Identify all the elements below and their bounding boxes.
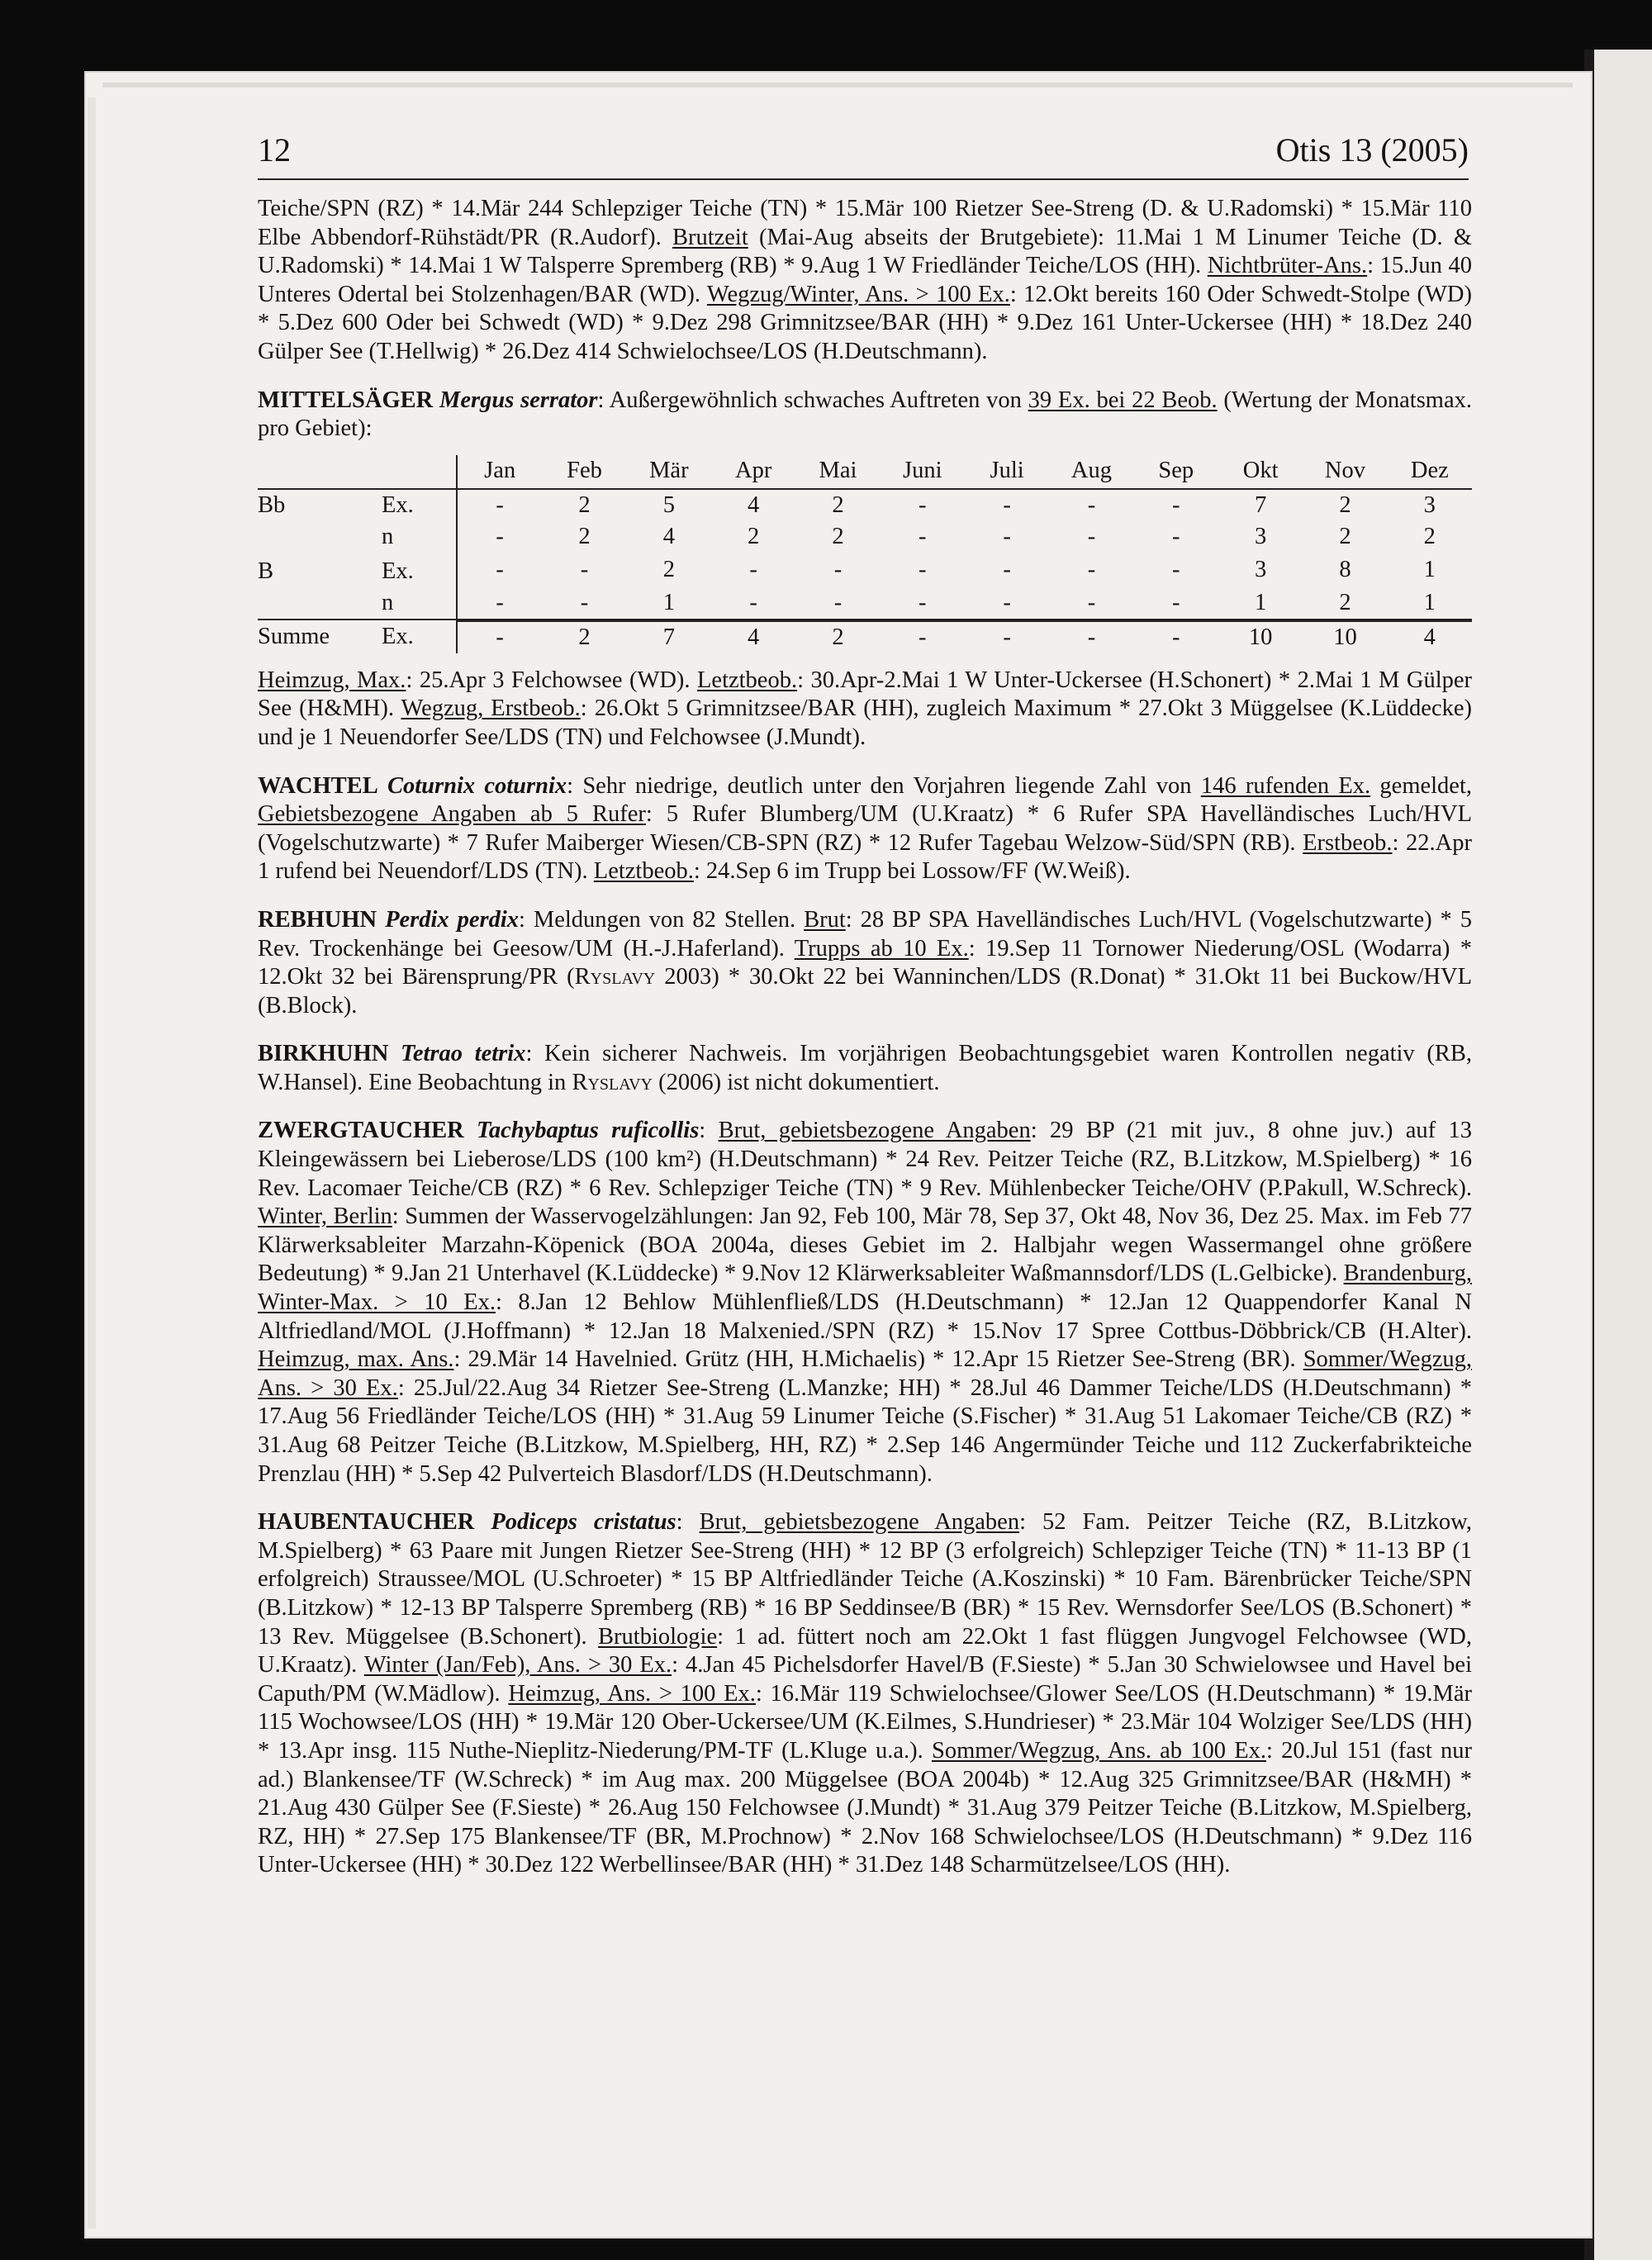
journal-title: Otis 13 (2005): [1275, 131, 1469, 169]
table-cell: -: [881, 621, 965, 653]
table-cell: 2: [1339, 491, 1351, 518]
table-cell: -: [1172, 556, 1180, 582]
table-cell: -: [1087, 556, 1096, 582]
month-header: Mär: [649, 457, 689, 483]
table-cell: -: [1003, 491, 1011, 518]
table-header-row: [258, 455, 1472, 489]
table-cell: 7: [627, 621, 711, 653]
table-cell: 3: [1254, 556, 1267, 582]
mittelsaeger-paragraph: MITTELSÄGER Mergus serrator: Außergewöhnlich schwaches Auftreten von 39 Ex. bei 22 Beob. (Wertung der Monatsmax. pro Gebiet):: [258, 387, 1472, 442]
table-cell: -: [458, 621, 542, 653]
table-cell: -: [1049, 621, 1133, 653]
month-header: Feb: [567, 457, 602, 483]
row-values: [457, 553, 1472, 587]
row-values: [457, 620, 1472, 653]
table-cell: 2: [832, 523, 844, 549]
table-cell: 4: [748, 491, 760, 518]
row-unit: Ex.: [382, 553, 457, 587]
month-header: Jan: [484, 457, 516, 483]
table-cell: 2: [832, 491, 844, 518]
table-cell: -: [1087, 589, 1096, 615]
page-number: 12: [258, 131, 291, 169]
month-headers: [457, 455, 1472, 489]
wachtel-paragraph: WACHTEL Coturnix coturnix: Sehr niedrige, deutlich unter den Vorjahren liegende Zahl von 146 rufenden Ex. gemeldet, Gebietsbezogene Angaben ab 5 Rufer: 5 Rufer Blumberg/UM (U.Kraatz) * 6 Rufer SPA Havelländisches Luch/HVL (Vogelschutzwarte) * 7 Rufer Maiberger Wiesen/CB-SPN (RZ) * 12 Rufer Tagebau Welzow-Süd/SPN (RB). Erstbeob.: 22.Apr 1 rufend bei Neuendorf/LDS (TN). Letztbeob.: 24.Sep 6 im Trupp bei Lossow/FF (W.Weiß).: [258, 772, 1472, 885]
table-cell: -: [580, 556, 589, 582]
month-header: Dez: [1410, 457, 1449, 483]
row-region: [258, 587, 382, 620]
table-cell: 2: [578, 491, 591, 518]
table-cell: 2: [542, 621, 626, 653]
month-header: Sep: [1158, 457, 1194, 483]
species-scientific-name: Mergus serrator: [439, 387, 598, 413]
table-row: [258, 553, 1472, 587]
month-header: Juni: [903, 457, 942, 483]
table-cell: 2: [748, 523, 760, 549]
table-cell: 2: [662, 556, 675, 582]
table-cell: 10: [1303, 621, 1387, 653]
table-cell: -: [1172, 589, 1180, 615]
zwergtaucher-paragraph: ZWERGTAUCHER Tachybaptus ruficollis: Brut, gebietsbezogene Angaben: 29 BP (21 mit juv., 8 ohne juv.) auf 13 Kleingewässern bei Lieberose/LDS (100 km²) (H.Deutschmann) * 24 Rev. Peitzer Teiche (RZ, B.Litzkow, M.Spielberg) * 16 Rev. Lacomaer Teiche/CB (RZ) * 6 Rev. Schlepziger Teiche (TN) * 9 Rev. Mühlenbecker Teiche/OHV (P.Pakull, W.Schreck). Winter, Berlin: Summen der Wasservogelzählungen: Jan 92, Feb 100, Mär 78, Sep 37, Okt 48, Nov 36, Dez 25. Max. im Feb 77 Klärwerksableiter Marzahn-Köpenick (BOA 2004a, dieses Gebiet im 2. Halbjahr wegen Wassermangel ohne größere Bedeutung) * 9.Jan 21 Unterhavel (K.Lüddecke) * 9.Nov 12 Klärwerksableiter Waßmannsdorf/LDS (L.Gelbicke). Brandenburg, Winter-Max. > 10 Ex.: 8.Jan 12 Behlow Mühlenfließ/LDS (H.Deutschmann) * 12.Jan 12 Quappendorfer Kanal N Altfriedland/MOL (J.Hoffmann) * 12.Jan 18 Malxenied./SPN (RZ) * 15.Nov 17 Spree Cottbus-Döbbrick/CB (H.Alter). Heimzug, max. Ans.: 29.Mär 14 Havelnied. Grütz (HH, H.Michaelis) * 12.Apr 15 Rietzer See-Streng (BR). Sommer/Wegzug, Ans. > 30 Ex.: 25.Jul/22.Aug 34 Rietzer See-Streng (L.Manzke; HH) * 28.Jul 46 Dammer Teiche/LDS (H.Deutschmann) * 17.Aug 56 Friedländer Teiche/LOS (HH) * 31.Aug 59 Linumer Teiche (S.Fischer) * 31.Aug 51 Lakomaer Teiche/CB (RZ) * 31.Aug 68 Peitzer Teiche (B.Litzkow, M.Spielberg, HH, RZ) * 2.Sep 146 Angermünder Teiche und 112 Zuckerfabrikteiche Prenzlau (HH) * 5.Sep 42 Pulverteich Blasdorf/LDS (H.Deutschmann).: [258, 1118, 1473, 1487]
table-cell: -: [1172, 523, 1180, 549]
table-cell: -: [965, 621, 1049, 653]
row-region: [258, 521, 382, 553]
table-cell: -: [1003, 556, 1011, 582]
running-header: [258, 126, 1469, 180]
table-cell: -: [1087, 491, 1096, 518]
month-header: Aug: [1070, 457, 1112, 483]
table-cell: 1: [1423, 589, 1436, 615]
table-cell: -: [496, 589, 504, 615]
table-cell: 3: [1254, 523, 1267, 549]
species-title: HAUBENTAUCHER: [258, 1509, 475, 1536]
species-title: BIRKHUHN: [258, 1041, 389, 1067]
row-region: Summe: [258, 620, 382, 653]
table-cell: 10: [1218, 621, 1303, 653]
table-row: [258, 587, 1472, 620]
table-row: [258, 620, 1472, 653]
month-header: Nov: [1324, 457, 1365, 483]
table-cell: -: [496, 523, 504, 549]
intro-paragraph: Teiche/SPN (RZ) * 14.Mär 244 Schlepziger Teiche (TN) * 15.Mär 100 Rietzer See-Streng (D. & U.Radomski) * 15.Mär 110 Elbe Abbendorf-Rühstädt/PR (R.Audorf). Brutzeit (Mai-Aug abseits der Brutgebiete): 11.Mai 1 M Linumer Teiche (D. & U.Radomski) * 14.Mai 1 W Talsperre Spremberg (RB) * 9.Aug 1 W Friedländer Teiche/LOS (HH). Nichtbrüter-Ans.: 15.Jun 40 Unteres Odertal bei Stolzenhagen/BAR (WD). Wegzug/Winter, Ans. > 100 Ex.: 12.Okt bereits 160 Oder Schwedt-Stolpe (WD) * 5.Dez 600 Oder bei Schwedt (WD) * 9.Dez 298 Grimnitzsee/BAR (HH) * 9.Dez 161 Unter-Uckersee (HH) * 18.Dez 240 Gülper See (T.Hellwig) * 26.Dez 414 Schwielochsee/LOS (H.Deutschmann).: [258, 196, 1473, 364]
table-cell: -: [1003, 589, 1011, 615]
species-scientific-name: Podiceps cristatus: [491, 1509, 676, 1536]
row-unit: n: [382, 521, 457, 553]
table-cell: -: [833, 589, 843, 615]
page-stack-edge: [88, 97, 96, 2229]
rebhuhn-paragraph: REBHUHN Perdix perdix: Meldungen von 82 Stellen. Brut: 28 BP SPA Havelländisches Luch/HVL (Vogelschutzwarte) * 5 Rev. Trockenhänge bei Geesow/UM (H.-J.Haferland). Trupps ab 10 Ex.: 19.Sep 11 Tornower Niederung/OSL (Wodarra) * 12.Okt 32 bei Bärensprung/PR (Ryslavy 2003) * 30.Okt 22 bei Wanninchen/LDS (R.Donat) * 31.Okt 11 bei Buckow/HVL (B.Block).: [258, 906, 1473, 1018]
table-cell: 4: [662, 523, 675, 549]
table-cell: 2: [795, 621, 880, 653]
table-cell: -: [749, 589, 757, 615]
table-cell: 7: [1254, 491, 1267, 518]
article-body: [258, 195, 1472, 1900]
table-cell: 2: [1339, 589, 1351, 615]
table-cell: -: [580, 589, 589, 615]
table-cell: 4: [1388, 621, 1472, 653]
species-scientific-name: Tachybaptus ruficollis: [477, 1118, 700, 1144]
species-scientific-name: Perdix perdix: [385, 906, 520, 933]
species-title: WACHTEL: [258, 772, 378, 799]
row-region: Bb: [258, 491, 286, 518]
table-cell: 4: [711, 621, 795, 653]
table-row: [258, 521, 1472, 553]
species-scientific-name: Coturnix coturnix: [387, 772, 567, 799]
mittelsaeger-details: Heimzug, Max.: 25.Apr 3 Felchowsee (WD). Letztbeob.: 30.Apr-2.Mai 1 W Unter-Uckersee (H.Schonert) * 2.Mai 1 M Gülper See (H&MH). Wegzug, Erstbeob.: 26.Okt 5 Grimnitzsee/BAR (HH), zugleich Maximum * 27.Okt 3 Müggelsee (K.Lüddecke) und je 1 Neuendorfer See/LDS (TN) und Felchowsee (J.Mundt).: [258, 667, 1473, 750]
table-cell: -: [919, 556, 927, 582]
table-cell: -: [919, 491, 927, 518]
table-cell: -: [919, 523, 927, 549]
row-values: [457, 489, 1472, 521]
row-values: [457, 521, 1472, 553]
table-cell: -: [496, 491, 504, 518]
species-title: REBHUHN: [258, 906, 377, 933]
table-cell: -: [496, 556, 504, 582]
table-cell: 3: [1423, 491, 1436, 518]
table-cell: 2: [1339, 523, 1351, 549]
species-title: ZWERGTAUCHER: [258, 1118, 464, 1144]
month-header: Okt: [1242, 457, 1279, 483]
table-cell: -: [1087, 523, 1096, 549]
table-row: [258, 489, 1472, 521]
row-unit: Ex.: [382, 489, 457, 521]
table-cell: 1: [1254, 589, 1267, 615]
table-cell: 1: [1423, 556, 1436, 582]
month-header: Mai: [819, 457, 857, 483]
row-values: [457, 587, 1472, 620]
species-title: MITTELSÄGER: [258, 387, 434, 413]
table-cell: -: [1134, 621, 1218, 653]
month-header: Apr: [734, 457, 772, 483]
page-stack-top: [102, 83, 1573, 88]
month-header: Juli: [990, 457, 1024, 483]
row-region: B: [258, 558, 274, 584]
row-unit: n: [382, 587, 457, 620]
monthly-max-table: [258, 455, 1472, 653]
table-cell: 8: [1339, 556, 1351, 582]
next-page-edge: [1594, 50, 1652, 2260]
table-cell: 2: [1423, 523, 1436, 549]
table-cell: 5: [662, 491, 675, 518]
table-cell: -: [919, 589, 927, 615]
table-body: [258, 489, 1472, 653]
table-cell: 1: [662, 589, 675, 615]
table-cell: -: [749, 556, 757, 582]
table-cell: -: [1172, 491, 1180, 518]
haubentaucher-paragraph: HAUBENTAUCHER Podiceps cristatus: Brut, gebietsbezogene Angaben: 52 Fam. Peitzer Teiche (RZ, B.Litzkow, M.Spielberg) * 63 Paare mit Jungen Rietzer See-Streng (HH) * 12 BP (3 erfolgreich) Schlepziger Teiche (TN) * 11-13 BP (1 erfolgreich) Straussee/MOL (U.Schroeter) * 15 BP Altfriedländer Teiche (A.Koszinski) * 10 Fam. Bärenbrücker Teiche/SPN (B.Litzkow) * 12-13 BP Talsperre Spremberg (RB) * 16 BP Seddinsee/B (BR) * 15 Rev. Wernsdorfer See/LOS (B.Schonert) * 13 Rev. Müggelsee (B.Schonert). Brutbiologie: 1 ad. füttert noch am 22.Okt 1 fast flüggen Jungvogel Felchowsee (WD, U.Kraatz). Winter (Jan/Feb), Ans. > 30 Ex.: 4.Jan 45 Pichelsdorfer Havel/B (F.Sieste) * 5.Jan 30 Schwielowsee und Havel bei Caputh/PM (W.Mädlow). Heimzug, Ans. > 100 Ex.: 16.Mär 119 Schwielochsee/Glower See/LOS (H.Deutschmann) * 19.Mär 115 Wochowsee/LOS (HH) * 19.Mär 120 Ober-Uckersee/UM (K.Eilmes, S.Hundrieser) * 23.Mär 104 Wolziger See/LDS (HH) * 13.Apr insg. 115 Nuthe-Nieplitz-Niederung/PM-TF (L.Kluge u.a.). Sommer/Wegzug, Ans. ab 100 Ex.: 20.Jul 151 (fast nur ad.) Blankensee/TF (W.Schreck) * im Aug max. 200 Müggelsee (BOA 2004b) * 12.Aug 325 Grimnitzsee/BAR (H&MH) * 21.Aug 430 Gülper See (F.Sieste) * 26.Aug 150 Felchowsee (J.Mundt) * 31.Aug 379 Peitzer Teiche (B.Litzkow, M.Spielberg, RZ, HH) * 27.Sep 175 Blankensee/TF (BR, M.Prochnow) * 2.Nov 168 Schwielochsee/LOS (H.Deutschmann) * 9.Dez 116 Unter-Uckersee (HH) * 30.Dez 122 Werbellinsee/BAR (HH) * 31.Dez 148 Scharmützelsee/LOS (HH).: [258, 1509, 1473, 1878]
table-cell: -: [1003, 523, 1011, 549]
row-unit: Ex.: [382, 620, 457, 653]
table-cell: -: [833, 556, 843, 582]
birkhuhn-paragraph: BIRKHUHN Tetrao tetrix: Kein sicherer Nachweis. Im vorjährigen Beobachtungsgebiet waren Kontrollen negativ (RB, W.Hansel). Eine Beobachtung in Ryslavy (2006) ist nicht dokumentiert.: [258, 1041, 1472, 1095]
species-scientific-name: Tetrao tetrix: [401, 1041, 526, 1067]
table-cell: 2: [578, 523, 591, 549]
